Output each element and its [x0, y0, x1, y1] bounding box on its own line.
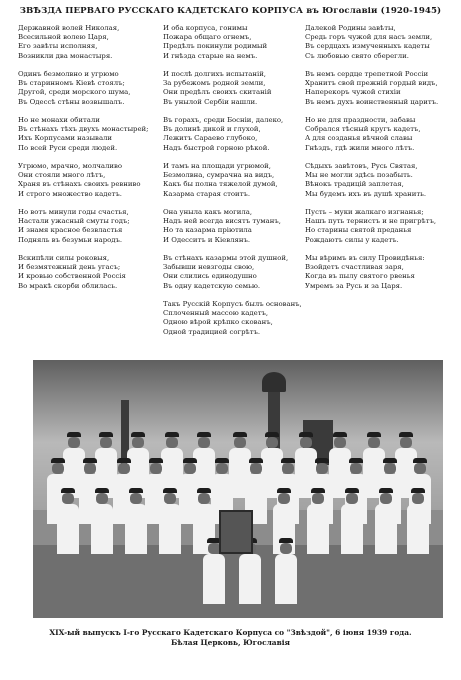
stanza: [18, 24, 168, 61]
poem-line: Въ сердцахъ измученныхъ кадеты: [305, 42, 430, 51]
stanza: [18, 254, 168, 291]
poem-line: Подняль въ безумьи народъ.: [18, 235, 123, 244]
poem-line: Въ горахъ, среди Босніи, далеко,: [163, 116, 284, 124]
poem-line: За рубежомъ родной земли,: [163, 79, 266, 88]
poem-line: Какъ бы полна тяжелой думой,: [163, 180, 278, 189]
poem-line: Но та казарма пріютила: [163, 226, 252, 235]
poem-line: И тамъ на площади угрюмой,: [163, 162, 271, 170]
stanza: [163, 254, 313, 291]
stanza: [18, 116, 168, 153]
poem-line: По всей Руси среди людей.: [18, 143, 118, 152]
poem-line: Пусть – муки жалкаго изгнанья;: [305, 208, 424, 216]
stanza: [163, 208, 313, 245]
poem-line: Вѣнокъ традицій заплетая,: [305, 180, 404, 189]
stanza: [305, 24, 455, 61]
poem-line: Рождаютъ силы у кадетъ.: [305, 235, 399, 244]
poem-line: Въ стѣнахъ казармы этой душной,: [163, 254, 289, 262]
poem-line: Въ старинномъ Кіевѣ стоялъ;: [18, 79, 125, 88]
poem-line: И Одесситъ и Кіевлянъ.: [163, 235, 251, 244]
poem-line: Нашъ путь тернистъ и не пригрѣтъ,: [305, 217, 437, 226]
poem-line: Надъ ней всегда висятъ туманъ,: [163, 217, 281, 226]
stanza: [18, 162, 168, 199]
cadet-figure: [307, 488, 329, 554]
poem-line: И безмятежный день угасъ;: [18, 263, 121, 272]
poem-line: Вскипѣли силы роковыя,: [18, 254, 110, 262]
poem-line: Они стояли много лѣтъ,: [18, 171, 106, 180]
poem-line: Его завѣты исполняя,: [18, 42, 98, 51]
poem-line: И кровью собственной Россія: [18, 272, 126, 281]
poem-line: Храня въ стѣнахъ своихъ ревниво: [18, 180, 141, 189]
poem-line: Они слились единодушно: [163, 272, 257, 281]
poem-line: Сплоченный массою кадетъ,: [163, 309, 269, 318]
stanza: [305, 162, 455, 199]
poem-line: Въ одну кадетскую семью.: [163, 281, 261, 290]
poem-line: И послѣ долгихъ испытаній,: [163, 70, 266, 78]
cadet-figure: [57, 488, 79, 554]
poem-line: И знамя красное безвластья: [18, 226, 123, 235]
page-title: ЗВѢЗДА ПЕРВАГО РУССКАГО КАДЕТСКАГО КОРПУСА въ Югославіи (1920-1945): [19, 6, 442, 16]
poem-line: Угрюмо, мрачно, молчаливо: [18, 162, 122, 170]
poem-line: Далекой Родины завѣты,: [305, 24, 396, 32]
poem-line: Державной волей Николая,: [18, 24, 120, 32]
poem-line: Въ унылой Сербіи нашли.: [163, 97, 258, 106]
poem-column-2: [163, 24, 313, 346]
cadet-figure: [275, 538, 297, 604]
poem-line: Возникли два монастыря.: [18, 51, 113, 60]
cadet-figure: [407, 488, 429, 554]
photo-caption: [0, 628, 461, 648]
caption-line-1: XIX-ый выпускъ I-го Русскаго Кадетскаго Корпуса со "Звѣздой", 6 іюня 1939 года.: [49, 628, 412, 637]
cadet-figure: [91, 488, 113, 554]
poem-line: Въ немъ сердце трепетной Россіи: [305, 70, 429, 78]
poem-line: Мы вѣримъ въ силу Провидѣнья:: [305, 254, 425, 262]
poem-line: Умремъ за Русь и за Царя.: [305, 281, 403, 290]
poem-line: Средь горъ чужой для насъ земли,: [305, 33, 433, 42]
poem-line: Но вотъ минули годы счастья,: [18, 208, 129, 216]
poem-line: Безмолвна, сумрачна на видъ,: [163, 171, 275, 180]
cadet-figure: [375, 488, 397, 554]
poem-line: Лежитъ Сараево глубоко,: [163, 134, 258, 143]
poem-line: Но не монахи обитали: [18, 116, 100, 124]
stanza: [305, 70, 455, 107]
poem-line: Съ любовью свято сберегли.: [305, 51, 409, 60]
poem-line: Такъ Русскій Корпусъ былъ основанъ,: [163, 300, 302, 308]
poem-line: Гнѣздъ, гдѣ жили много лѣтъ.: [305, 143, 415, 152]
stanza: [163, 162, 313, 199]
poem-line: Казарма старая стоитъ.: [163, 189, 251, 198]
poem-line: Вcесильной волею Царя,: [18, 33, 109, 42]
poem-line: Забывши невзгоды свою,: [163, 263, 255, 272]
stanza: [18, 208, 168, 245]
poem-line: Одною вѣрой крѣпко скованъ,: [163, 318, 273, 327]
poem-line: Они предѣлъ своихъ скитаній: [163, 88, 272, 97]
poem-line: Настали ужасный смуты годъ;: [18, 217, 130, 226]
poem-line: Мы не могли здѣсь позабыть.: [305, 171, 413, 180]
poem-line: Когда въ пылу святого рвенья: [305, 272, 415, 281]
cadet-figure: [159, 488, 181, 554]
poem-line: Пожара общаго огнемъ,: [163, 33, 252, 42]
poem-line: Наперекоръ чужой стихіи: [305, 88, 401, 97]
poem-line: Хранитъ свой прежній гордый видъ,: [305, 79, 438, 88]
poem-line: Сѣдыхъ завѣтовъ, Русь Святая,: [305, 162, 418, 170]
poem-line: Въ немъ духъ воинственный царитъ.: [305, 97, 439, 106]
poem-line: И строго множество кадетъ.: [18, 189, 122, 198]
stanza: [163, 24, 313, 61]
poem-line: Но старины святой преданья: [305, 226, 412, 235]
stanza: [163, 300, 313, 337]
poem-line: Надъ быстрой горною рѣкой.: [163, 143, 270, 152]
stanza: [163, 116, 313, 153]
poem-column-1: [18, 24, 168, 300]
poem-line: Одинъ безмолвно и угрюмо: [18, 70, 119, 78]
poem-line: Во мракѣ скорби облилась.: [18, 281, 118, 290]
poem-line: Но не для праздности, забавы: [305, 116, 416, 124]
cadet-figure: [125, 488, 147, 554]
poem-line: Взойдетъ счастливая заря,: [305, 263, 404, 272]
caption-line-2: Бѣлая Церковь, Югославія: [171, 638, 290, 647]
star-emblem: [219, 510, 253, 554]
poem-line: Она уныла какъ могила,: [163, 208, 253, 216]
stanza: [305, 208, 455, 245]
poem-line: Въ Одессѣ стѣны возвышалъ.: [18, 97, 125, 106]
poem-line: Ихъ Корпусами называли: [18, 134, 113, 143]
stanza: [18, 70, 168, 107]
stanza: [305, 254, 455, 291]
stanza: [163, 70, 313, 107]
poem-line: Другой, среди морского шума,: [18, 88, 131, 97]
poem-line: Мы будемъ ихъ въ душѣ хранить.: [305, 189, 427, 198]
poem-line: И оба корпуса, гонимы: [163, 24, 248, 32]
cadet-figure: [341, 488, 363, 554]
floor: [33, 545, 443, 618]
poem-line: Въ стѣнахъ тѣхъ двухъ монастырей;: [18, 125, 149, 134]
poem-line: А для созданья вѣчной славы: [305, 134, 413, 143]
poem-column-3: [305, 24, 455, 300]
poem-line: Собрался тѣсный кругъ кадетъ,: [305, 125, 421, 134]
poem-line: И гнѣзда старые на немъ.: [163, 51, 258, 60]
group-photo: [33, 360, 443, 618]
stanza: [305, 116, 455, 153]
poem-line: Въ долинѣ дикой и глухой,: [163, 125, 261, 134]
poem-line: Предѣлъ покинули родимый: [163, 42, 268, 51]
dome: [262, 372, 286, 392]
poem-line: Одной традицией согрѣтъ.: [163, 327, 261, 336]
